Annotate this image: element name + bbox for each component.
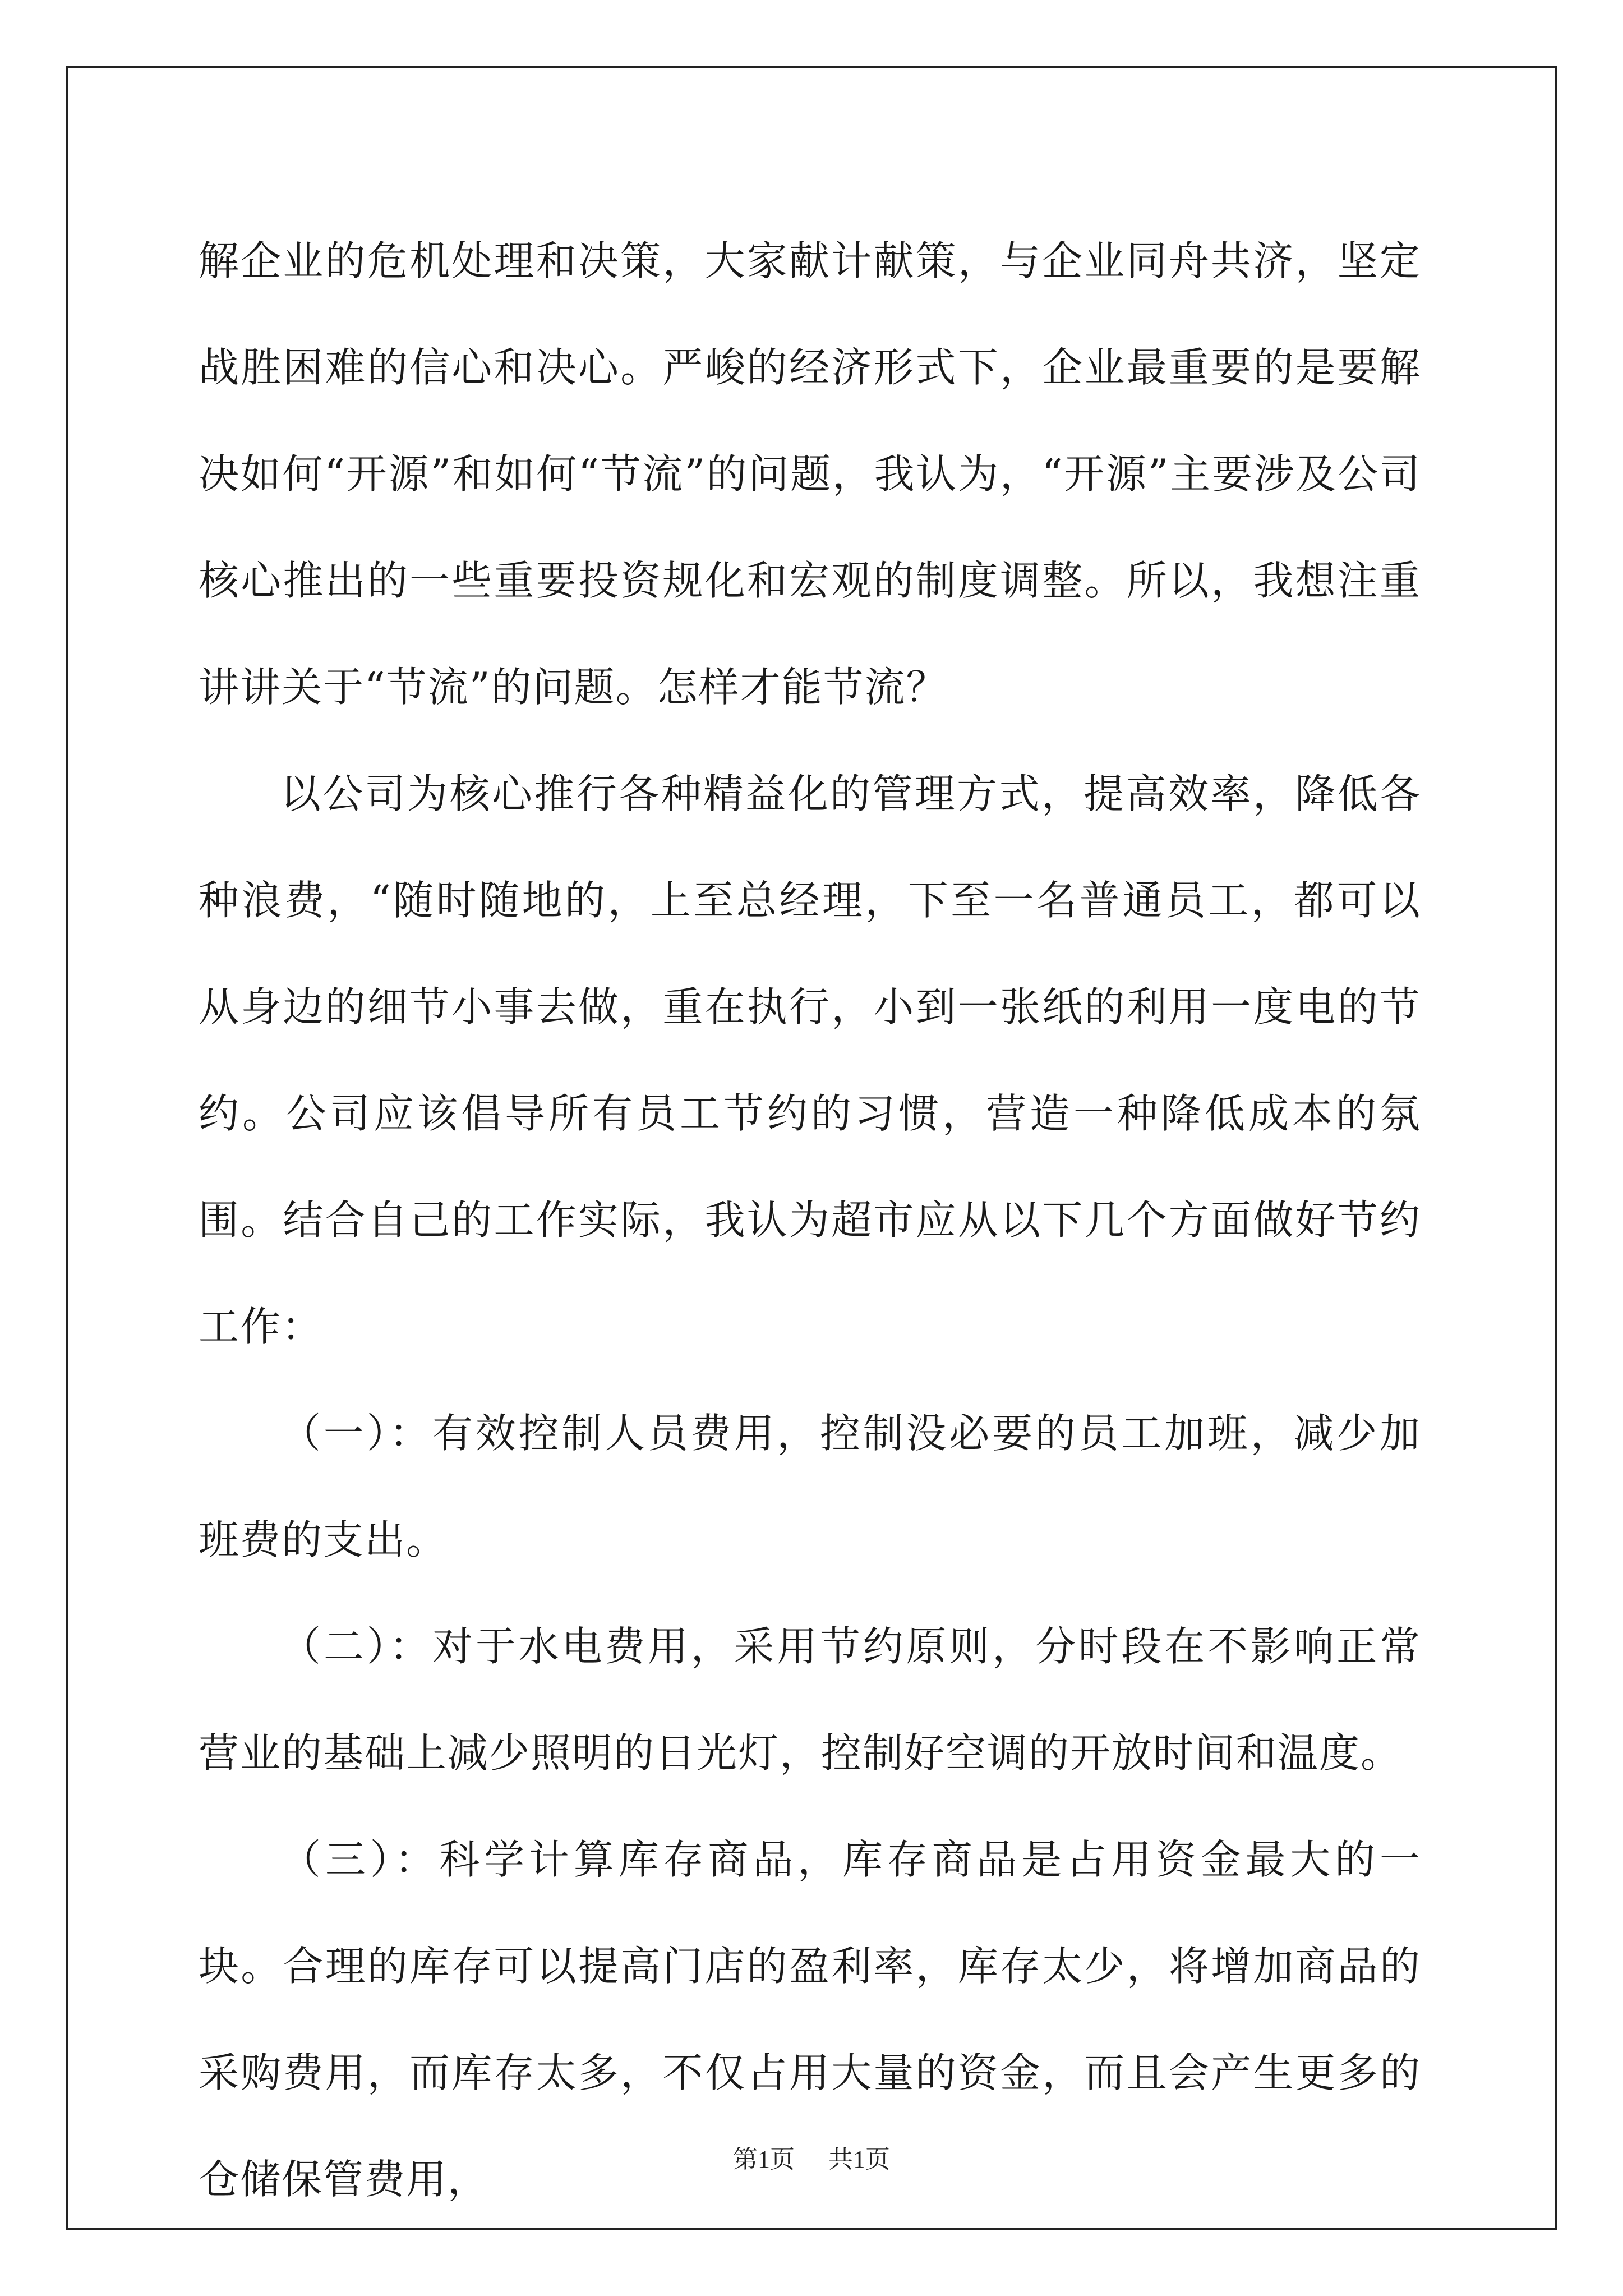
paragraph-4: （二）：对于水电费用，采用节约原则，分时段在不影响正常营业的基础上减少照明的日光灯，控制好空调的开放时间和温度。 (199, 1623, 1421, 1777)
paragraph-3: （一）：有效控制人员费用，控制没必要的员工加班，减少加班费的支出。 (199, 1410, 1421, 1563)
page-number: 第1页 (733, 2146, 795, 2173)
document-body (199, 208, 1421, 2233)
page-total: 共1页 (828, 2146, 890, 2173)
page-footer (0, 2143, 1623, 2177)
paragraph-2: 以公司为核心推行各种精益化的管理方式，提高效率，降低各种浪费，“随时随地的，上至总经理，下至一名普通员工，都可以从身边的细节小事去做，重在执行，小到一张纸的利用一度电的节约。公司应该倡导所有员工节约的习惯，营造一种降低成本的氛围。结合自己的工作实际，我认为超市应从以下几个方面做好节约工作： (199, 770, 1421, 1350)
paragraph-5: （三）：科学计算库存商品，库存商品是占用资金最大的一块。合理的库存可以提高门店的盈利率，库存太少，将增加商品的采购费用，而库存太多，不仅占用大量的资金，而且会产生更多的仓储保管费用， (199, 1836, 1421, 2203)
paragraph-1: 解企业的危机处理和决策，大家献计献策，与企业同舟共济，坚定战胜困难的信心和决心。严峻的经济形式下，企业最重要的是要解决如何“开源”和如何“节流”的问题，我认为，“开源”主要涉及公司核心推出的一些重要投资规化和宏观的制度调整。所以，我想注重讲讲关于“节流”的问题。怎样才能节流？ (199, 237, 1421, 711)
